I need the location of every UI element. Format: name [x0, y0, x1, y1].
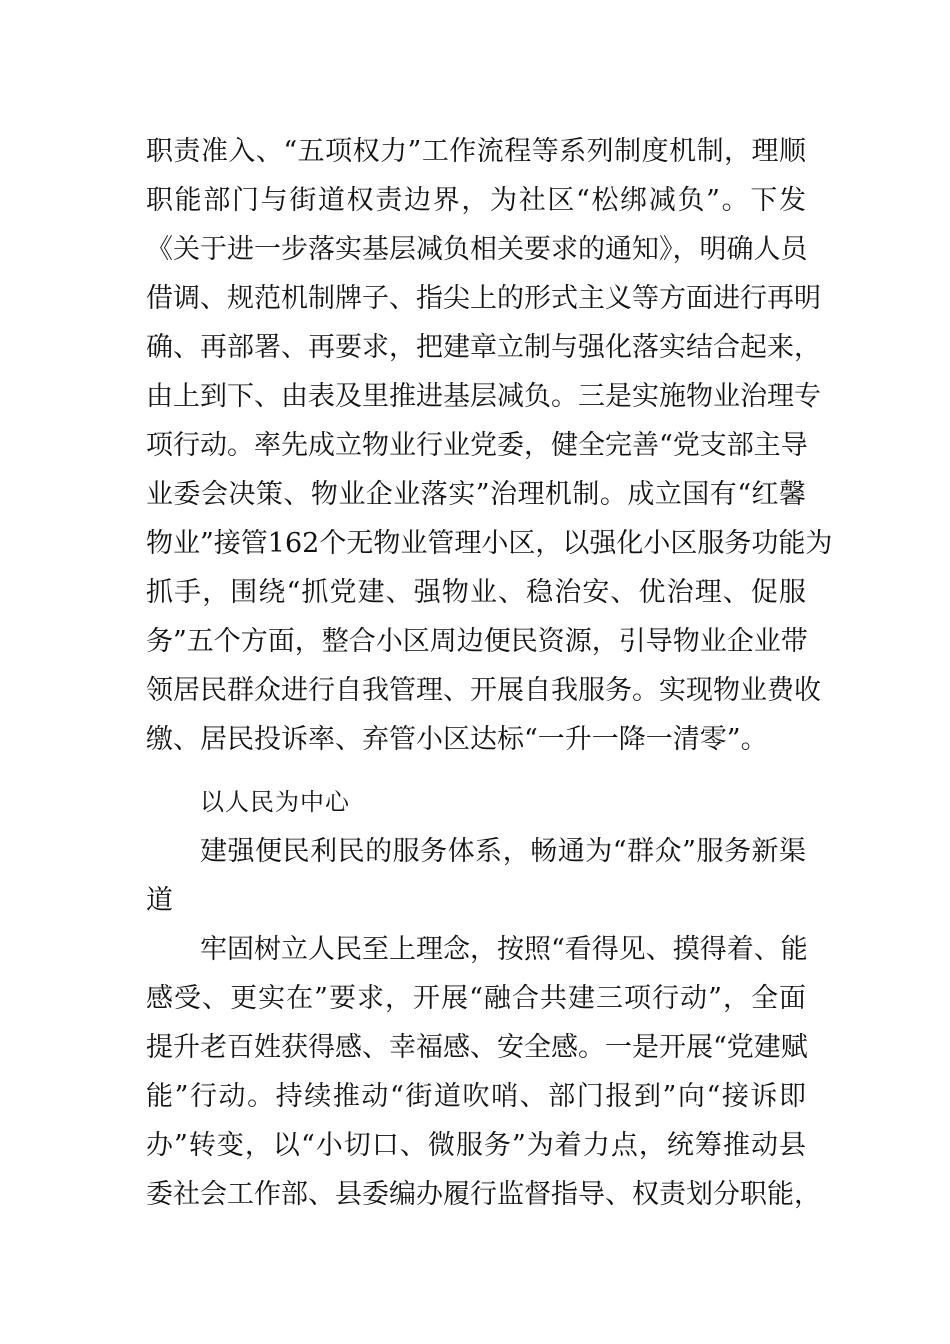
paragraph-2-line: 委社会工作部、县委编办履行监督指导、权责划分职能，: [146, 1179, 821, 1210]
paragraph-2-line: 提升老百姓获得感、幸福感、安全感。一是开展“党建赋: [146, 1032, 808, 1063]
subsection-heading-line: 道: [146, 885, 173, 916]
paragraph-1-line: 领居民群众进行自我管理、开展自我服务。实现物业费收: [146, 675, 821, 706]
paragraph-1-line: 确、再部署、再要求，把建章立制与强化落实结合起来，: [146, 332, 821, 363]
paragraph-1-line: 借调、规范机制牌子、指尖上的形式主义等方面进行再明: [146, 283, 821, 314]
subsection-heading: [146, 827, 806, 925]
subsection-heading-line: 建强便民利民的服务体系，畅通为“群众”服务新渠: [200, 836, 806, 867]
paragraph-1-line: 由上到下、由表及里推进基层减负。三是实施物业治理专: [146, 381, 821, 412]
paragraph-1-line: 职责准入、“五项权力”工作流程等系列制度机制，理顺: [146, 136, 806, 167]
paragraph-2-line: 感受、更实在”要求，开展“融合共建三项行动”，全面: [146, 983, 806, 1014]
paragraph-1-line: 项行动。率先成立物业行业党委，健全完善“党支部主导: [146, 430, 808, 461]
paragraph-1-line: 缴、居民投诉率、弃管小区达标“一升一降一清零”。: [146, 724, 768, 755]
paragraph-1-line: 物业”接管162个无物业管理小区，以强化小区服务功能为: [146, 528, 833, 559]
paragraph-1-line: 抓手，围绕“抓党建、强物业、稳治安、优治理、促服: [146, 577, 806, 608]
paragraph-2: [146, 925, 821, 1219]
paragraph-1-line: 务”五个方面，整合小区周边便民资源，引导物业企业带: [146, 626, 808, 657]
paragraph-1-line: 《关于进一步落实基层减负相关要求的通知》，明确人员: [146, 234, 808, 265]
paragraph-2-line: 能”行动。持续推动“街道吹哨、部门报到”向“接诉即: [146, 1081, 806, 1112]
paragraph-1: [146, 127, 833, 764]
paragraph-2-line: 牢固树立人民至上理念，按照“看得见、摸得着、能: [200, 934, 808, 965]
paragraph-1-line: 业委会决策、物业企业落实”治理机制。成立国有“红馨: [146, 479, 806, 510]
paragraph-2-line: 办”转变，以“小切口、微服务”为着力点，统筹推动县: [146, 1130, 806, 1161]
paragraph-1-line: 职能部门与街道权责边界，为社区“松绑减负”。下发: [146, 185, 806, 216]
section-heading: [146, 778, 806, 827]
section-heading-text: 以人民为中心: [200, 788, 350, 816]
